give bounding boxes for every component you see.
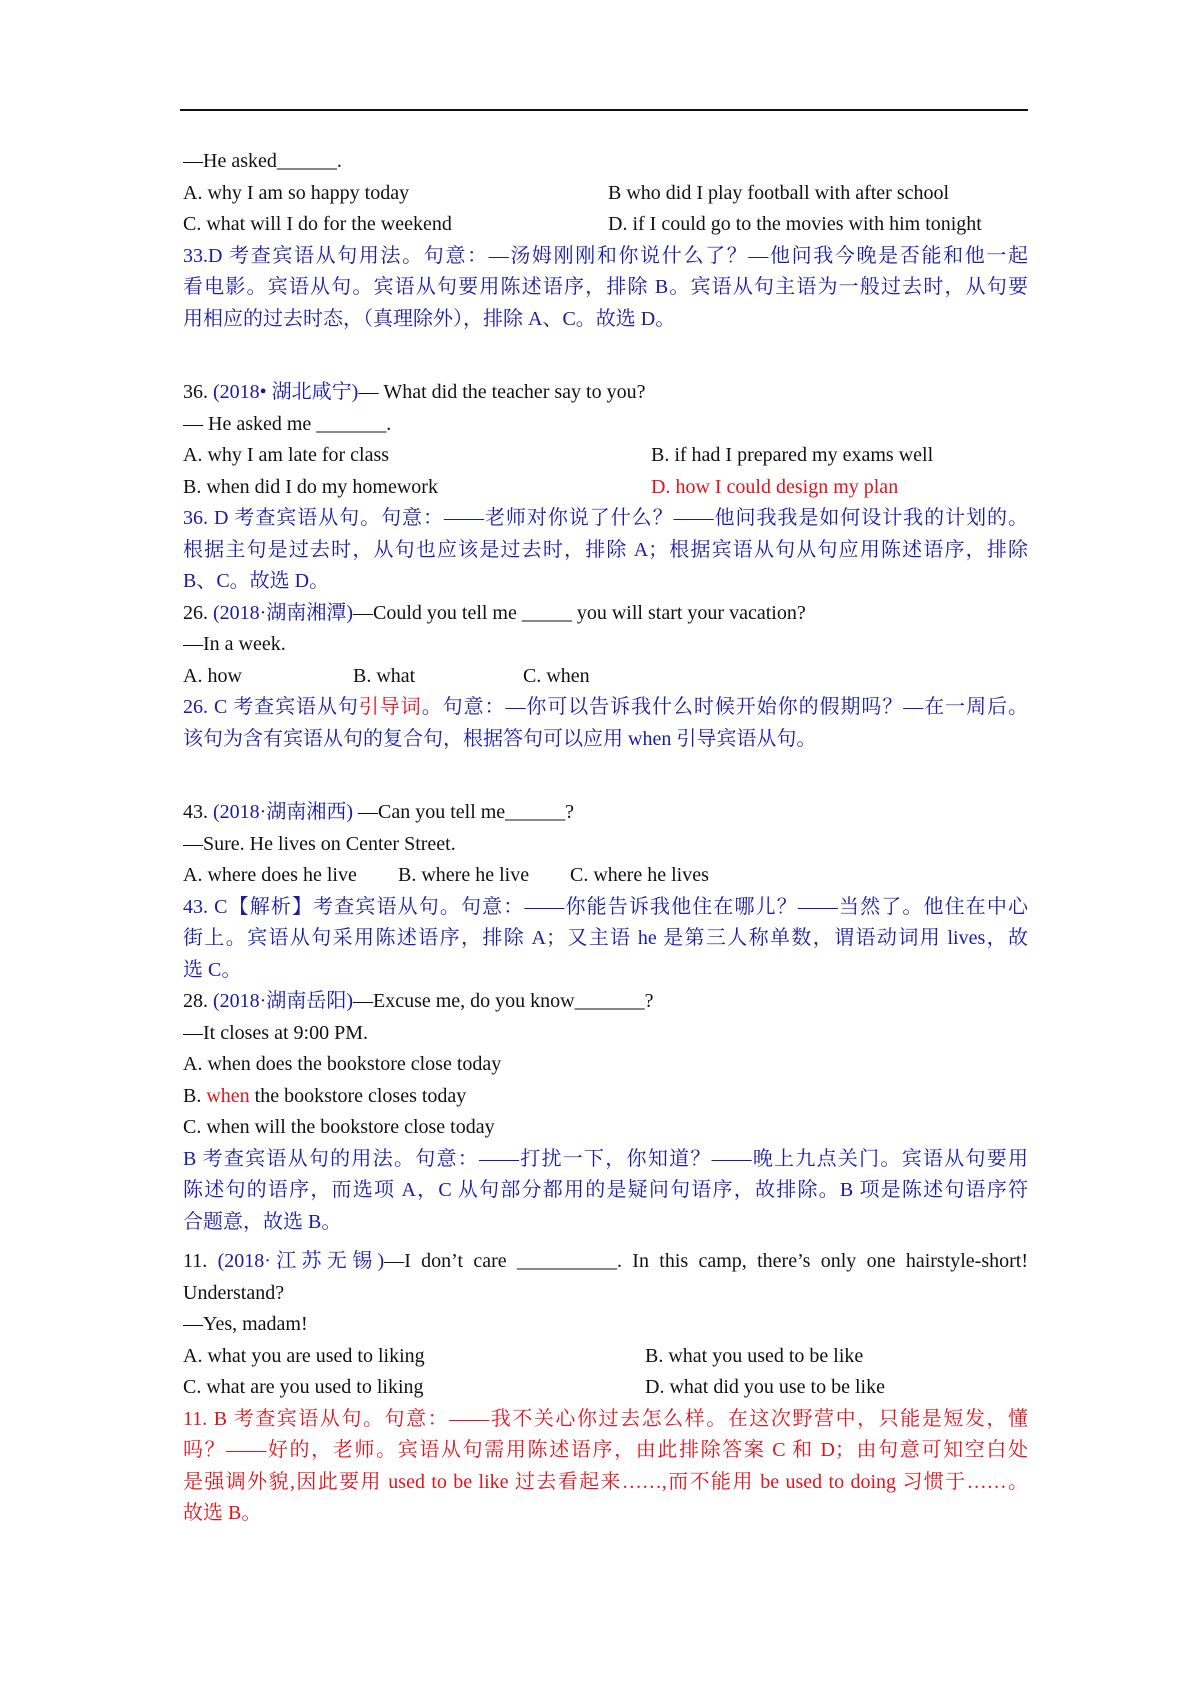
q33-explanation-2: 看电影。宾语从句。宾语从句要用陈述语序，排除 B。宾语从句主语为一般过去时，从句要 bbox=[183, 276, 1028, 298]
q26-option-c: C. when bbox=[523, 664, 590, 687]
q43-explanation-3: 选 C。 bbox=[183, 958, 242, 981]
q43-option-a: A. where does he live bbox=[183, 864, 357, 886]
q36-option-c: B. when did I do my homework bbox=[183, 475, 438, 498]
q43-option-b: B. where he live bbox=[398, 864, 530, 886]
q43-explanation-1: 43. C【解析】考查宾语从句。句意：——你能告诉我他住在哪儿？——当然了。他住在中心 bbox=[183, 895, 1028, 918]
q11-number: 11. bbox=[183, 1250, 218, 1272]
q26-line2: —In a week. bbox=[183, 633, 286, 655]
q28-explanation-2: 陈述句的语序，而选项 A，C 从句部分都用的是疑问句语序，故排除。B 项是陈述句语序符 bbox=[183, 1179, 1028, 1201]
q28-question: —Excuse me, do you know_______? bbox=[352, 990, 654, 1012]
q28-option-a: A. when does the bookstore close today bbox=[183, 1053, 502, 1075]
q26-source: (2018·湖南湘潭) bbox=[213, 601, 353, 624]
q11-explanation-3: 是强调外貌,因此要用 used to be like 过去看起来……,而不能用 be used to doing 习惯于……。 bbox=[183, 1470, 1028, 1493]
q11-line2: Understand? bbox=[183, 1281, 285, 1304]
q43-question: —Can you tell me______? bbox=[352, 801, 575, 823]
q43-number: 43. bbox=[183, 801, 213, 823]
q11-explanation-4: 故选 B。 bbox=[183, 1502, 262, 1524]
q28-option-b-highlight: when bbox=[206, 1084, 250, 1107]
q33-options-cd bbox=[183, 209, 1028, 241]
q11-options-ab bbox=[183, 1341, 1028, 1373]
q36-option-d: D. how I could design my plan bbox=[651, 475, 899, 498]
q36-explanation-1: 36. D 考查宾语从句。句意：——老师对你说了什么？——他问我我是如何设计我的计划的。 bbox=[183, 507, 1028, 529]
q43-source: (2018·湖南湘西) bbox=[213, 801, 353, 823]
q26-option-b: B. what bbox=[353, 664, 416, 687]
q43-explanation-2: 街上。宾语从句采用陈述语序，排除 A；又主语 he 是第三人称单数，谓语动词用 lives，故 bbox=[183, 927, 1028, 949]
q33-option-b: B who did I play football with after school bbox=[608, 181, 950, 204]
q11-question: —I don’t care __________. In this camp, there’s only one hairstyle-short! bbox=[384, 1250, 1028, 1272]
q11-explanation-1: 11. B 考查宾语从句。句意：——我不关心你过去怎么样。在这次野营中，只能是短发，懂 bbox=[183, 1407, 1028, 1430]
q11-line3: —Yes, madam! bbox=[183, 1313, 308, 1335]
q33-option-a: A. why I am so happy today bbox=[183, 181, 410, 204]
q28-source: (2018·湖南岳阳) bbox=[213, 990, 353, 1012]
q26-stem bbox=[183, 598, 1028, 630]
q26-explanation-2: 该句为含有宾语从句的复合句，根据答句可以应用 when 引导宾语从句。 bbox=[183, 727, 817, 750]
q28-option-b bbox=[183, 1081, 1028, 1113]
spacer bbox=[183, 755, 1028, 797]
q28-stem bbox=[183, 986, 1028, 1018]
q26-exp-highlight: 引导词 bbox=[358, 696, 422, 718]
q26-options bbox=[183, 661, 1028, 693]
q36-number: 36. bbox=[183, 381, 213, 403]
q43-stem bbox=[183, 797, 1028, 829]
q26-number: 26. bbox=[183, 601, 213, 624]
q28-option-b-label: B. bbox=[183, 1084, 207, 1107]
q33-explanation-3: 用相应的过去时态，（真理除外），排除 A、C。故选 D。 bbox=[183, 307, 676, 330]
q33-explanation-1: 33.D 考查宾语从句用法。句意：—汤姆刚刚和你说什么了？—他问我今晚是否能和他一起 bbox=[183, 244, 1028, 267]
q26-explanation-1 bbox=[183, 692, 1028, 724]
q26-exp-part-a: 26. C 考查宾语从句 bbox=[183, 696, 359, 718]
q43-options bbox=[183, 860, 1028, 892]
q33-option-d: D. if I could go to the movies with him tonight bbox=[608, 213, 982, 235]
q36-question: — What did the teacher say to you? bbox=[358, 381, 646, 403]
q26-exp-part-b: 。句意：—你可以告诉我什么时候开始你的假期吗？—在一周后。 bbox=[421, 696, 1028, 718]
q36-options-cd bbox=[183, 472, 1028, 504]
q36-option-b: B. if had I prepared my exams well bbox=[651, 444, 934, 466]
q11-option-b: B. what you used to be like bbox=[645, 1344, 864, 1367]
q28-line2: —It closes at 9:00 PM. bbox=[183, 1021, 368, 1044]
q11-option-c: C. what are you used to liking bbox=[183, 1376, 424, 1398]
q28-explanation-3: 合题意，故选 B。 bbox=[183, 1210, 342, 1233]
q36-line2: — He asked me _______. bbox=[183, 412, 392, 435]
q36-source: (2018• 湖北咸宁) bbox=[213, 381, 359, 403]
q28-explanation-1: B 考查宾语从句的用法。句意：——打扰一下，你知道？——晚上九点关门。宾语从句要用 bbox=[183, 1147, 1028, 1170]
document-body bbox=[183, 146, 1028, 1530]
q11-source: (2018·江苏无锡) bbox=[217, 1250, 385, 1272]
q11-explanation-2: 吗？——好的，老师。宾语从句需用陈述语序，由此排除答案 C 和 D；由句意可知空白处 bbox=[183, 1439, 1028, 1461]
q11-options-cd bbox=[183, 1372, 1028, 1404]
q36-stem bbox=[183, 377, 1028, 409]
q43-option-c: C. where he lives bbox=[570, 864, 709, 886]
q36-option-a: A. why I am late for class bbox=[183, 444, 390, 466]
q36-explanation-3: B、C。故选 D。 bbox=[183, 570, 330, 592]
q33-stem: —He asked______. bbox=[183, 150, 342, 172]
q26-option-a: A. how bbox=[183, 664, 242, 687]
header-rule bbox=[180, 109, 1028, 111]
q36-explanation-2: 根据主句是过去时，从句也应该是过去时，排除 A；根据宾语从句从句应用陈述语序，排除 bbox=[183, 538, 1028, 561]
q28-option-b-rest: the bookstore closes today bbox=[249, 1084, 467, 1107]
q26-question: —Could you tell me _____ you will start your vacation? bbox=[352, 601, 806, 624]
q11-option-d: D. what did you use to be like bbox=[645, 1376, 885, 1398]
spacer bbox=[183, 335, 1028, 377]
q11-option-a: A. what you are used to liking bbox=[183, 1344, 425, 1367]
q11-stem bbox=[183, 1246, 1028, 1278]
q43-line2: —Sure. He lives on Center Street. bbox=[183, 832, 456, 855]
q28-number: 28. bbox=[183, 990, 213, 1012]
q28-option-c: C. when will the bookstore close today bbox=[183, 1116, 495, 1138]
spacer bbox=[183, 1238, 1028, 1246]
q33-option-c: C. what will I do for the weekend bbox=[183, 213, 452, 235]
q33-options-ab bbox=[183, 178, 1028, 210]
q36-options-ab bbox=[183, 440, 1028, 472]
